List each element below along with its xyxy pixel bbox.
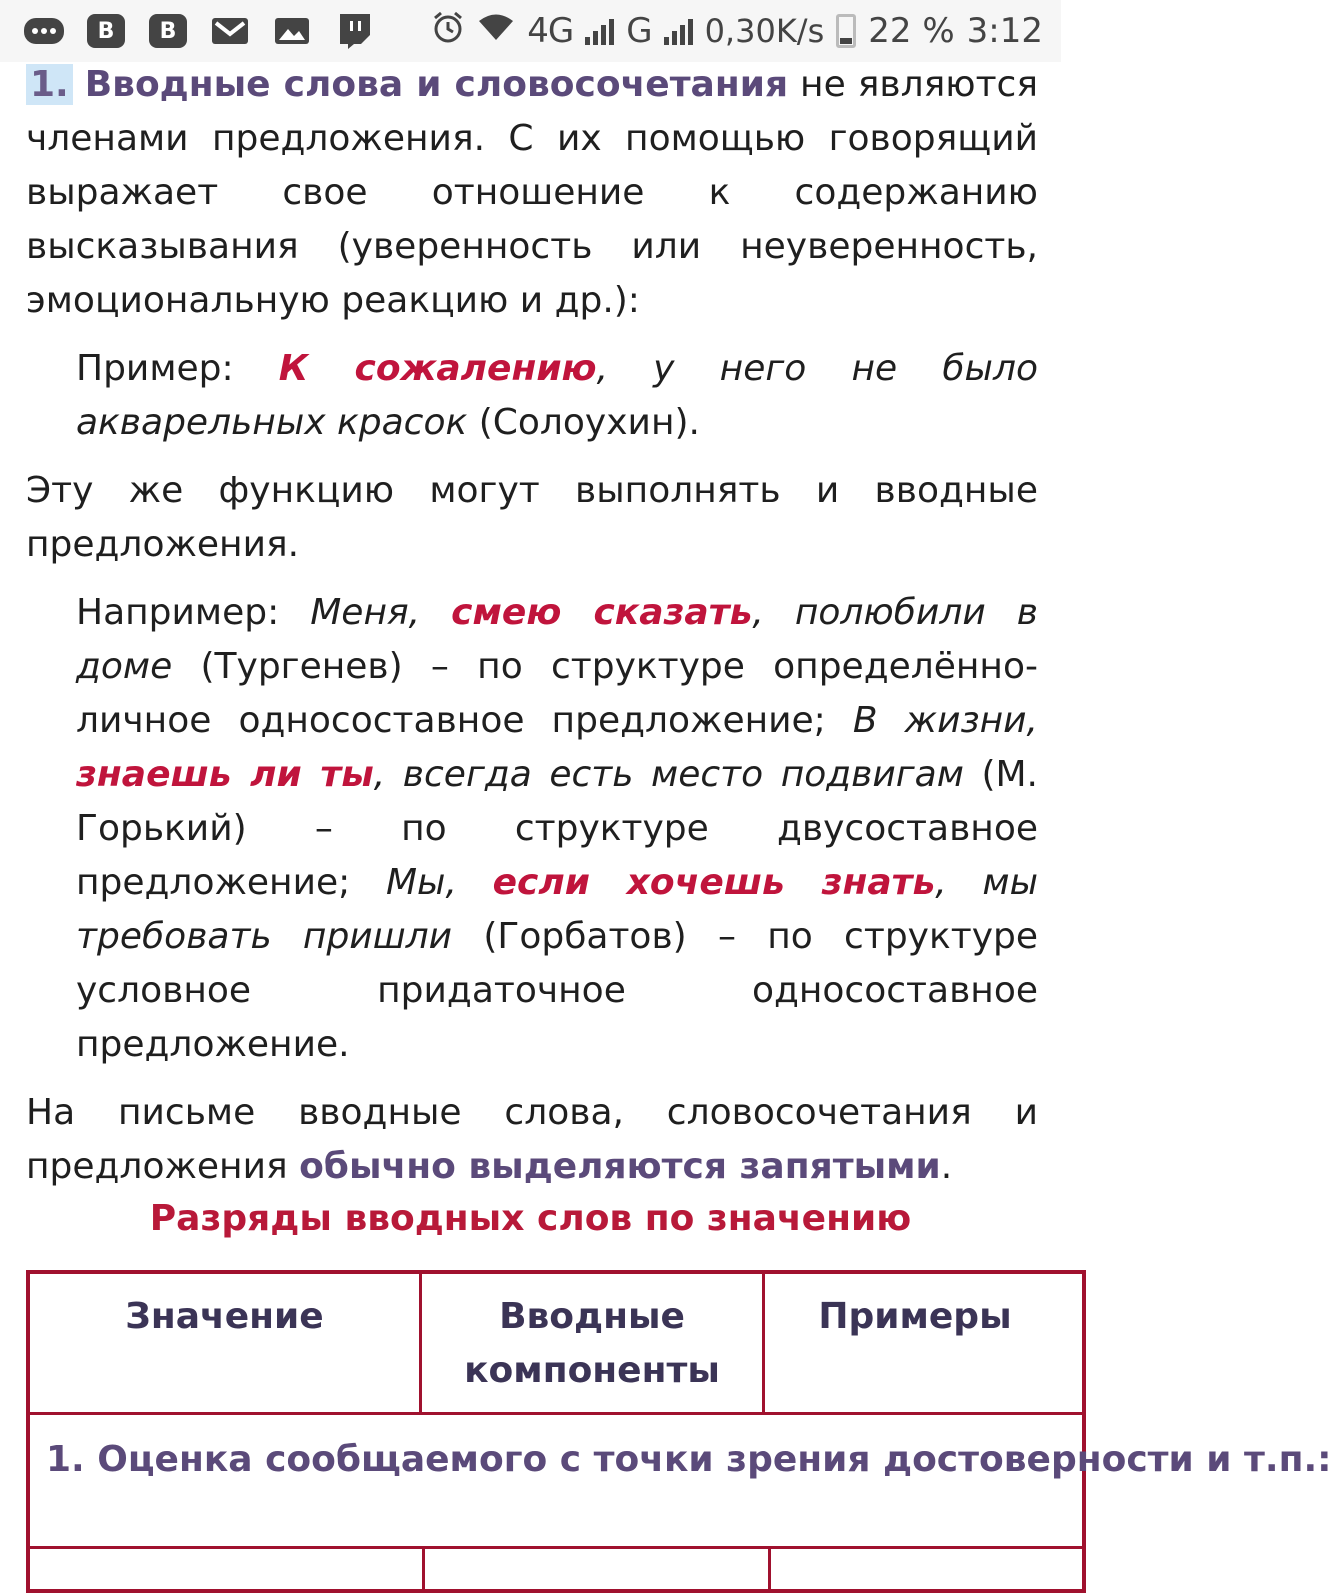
example-label: Пример: bbox=[76, 348, 279, 389]
paragraph-text: не являются членами предложения. С их помощью говорящий выражает свое отношение к содержанию высказывания (уверенность или неуверенность, эмоциональную реакцию и др.): bbox=[26, 64, 1038, 321]
header-components: Вводные компоненты bbox=[422, 1274, 765, 1412]
wifi-icon bbox=[477, 11, 515, 51]
example-highlight: если хочешь знать bbox=[492, 862, 936, 903]
header-meaning: Значение bbox=[30, 1274, 422, 1412]
article-body bbox=[26, 58, 1038, 1194]
clock: 3:12 bbox=[966, 11, 1043, 51]
paragraph-punctuation bbox=[26, 1086, 1038, 1194]
table-title: Разряды вводных слов по значению bbox=[149, 1198, 912, 1239]
example-italic: Мы, bbox=[385, 862, 493, 903]
gallery-icon bbox=[270, 13, 314, 49]
network-type-2: G bbox=[626, 11, 652, 51]
term-highlight: Вводные слова и словосочетания bbox=[84, 64, 789, 105]
example-2 bbox=[76, 586, 1038, 1072]
battery-icon bbox=[836, 14, 856, 48]
example-label: Например: bbox=[76, 592, 311, 633]
alarm-icon bbox=[431, 10, 465, 53]
example-italic: , всегда есть место подвигам bbox=[373, 754, 964, 795]
status-bar bbox=[0, 0, 1061, 62]
paragraph-intro bbox=[26, 58, 1038, 328]
vk-icon: B bbox=[146, 13, 190, 49]
example-1 bbox=[76, 342, 1038, 450]
table-section-row: 1. Оценка сообщаемого с точки зрения достоверности и т.п.: bbox=[30, 1415, 1082, 1549]
notification-icons bbox=[22, 13, 376, 49]
example-comment: (М. Горький) – по структуре двусоставное предложение; bbox=[76, 754, 1038, 903]
mail-icon bbox=[208, 13, 252, 49]
section-number: 1. bbox=[26, 64, 73, 105]
categories-table bbox=[26, 1270, 1332, 1593]
header-examples: Примеры bbox=[818, 1296, 1012, 1337]
example-highlight: знаешь ли ты bbox=[76, 754, 374, 795]
signal-icon bbox=[664, 17, 693, 45]
example-comment: (Тургенев) – по структуре определённо-личное односоставное предложение; bbox=[76, 646, 1038, 741]
example-comment: (Горбатов) – по структуре условное придаточное односоставное предложение. bbox=[76, 916, 1038, 1065]
more-icon bbox=[22, 13, 66, 49]
network-type-1: 4G bbox=[527, 11, 574, 51]
battery-percent: 22 % bbox=[868, 11, 955, 51]
network-speed: 0,30K/s bbox=[704, 12, 825, 50]
example-italic: , у него не было акварельных красок bbox=[76, 348, 1038, 443]
twitch-icon bbox=[332, 13, 376, 49]
example-highlight: смею сказать bbox=[451, 592, 753, 633]
example-italic: В жизни, bbox=[852, 700, 1038, 741]
example-highlight: К сожалению bbox=[278, 348, 597, 389]
vk-icon: B bbox=[84, 13, 128, 49]
example-italic: Меня, bbox=[310, 592, 452, 633]
paragraph-function: Эту же функцию могут выполнять и вводные предложения. bbox=[26, 470, 1038, 565]
signal-icon bbox=[585, 17, 614, 45]
example-italic: , полюбили в доме bbox=[76, 592, 1038, 687]
paragraph-text: . bbox=[940, 1146, 953, 1187]
example-italic: , мы требовать пришли bbox=[76, 862, 1038, 957]
table-header-row bbox=[30, 1274, 1082, 1415]
term-highlight: обычно выделяются запятыми bbox=[299, 1146, 941, 1187]
paragraph-text: На письме вводные слова, словосочетания и предложения bbox=[26, 1092, 1038, 1187]
system-status bbox=[431, 8, 1043, 54]
example-author: (Солоухин). bbox=[467, 402, 700, 443]
table-row bbox=[30, 1549, 1082, 1589]
